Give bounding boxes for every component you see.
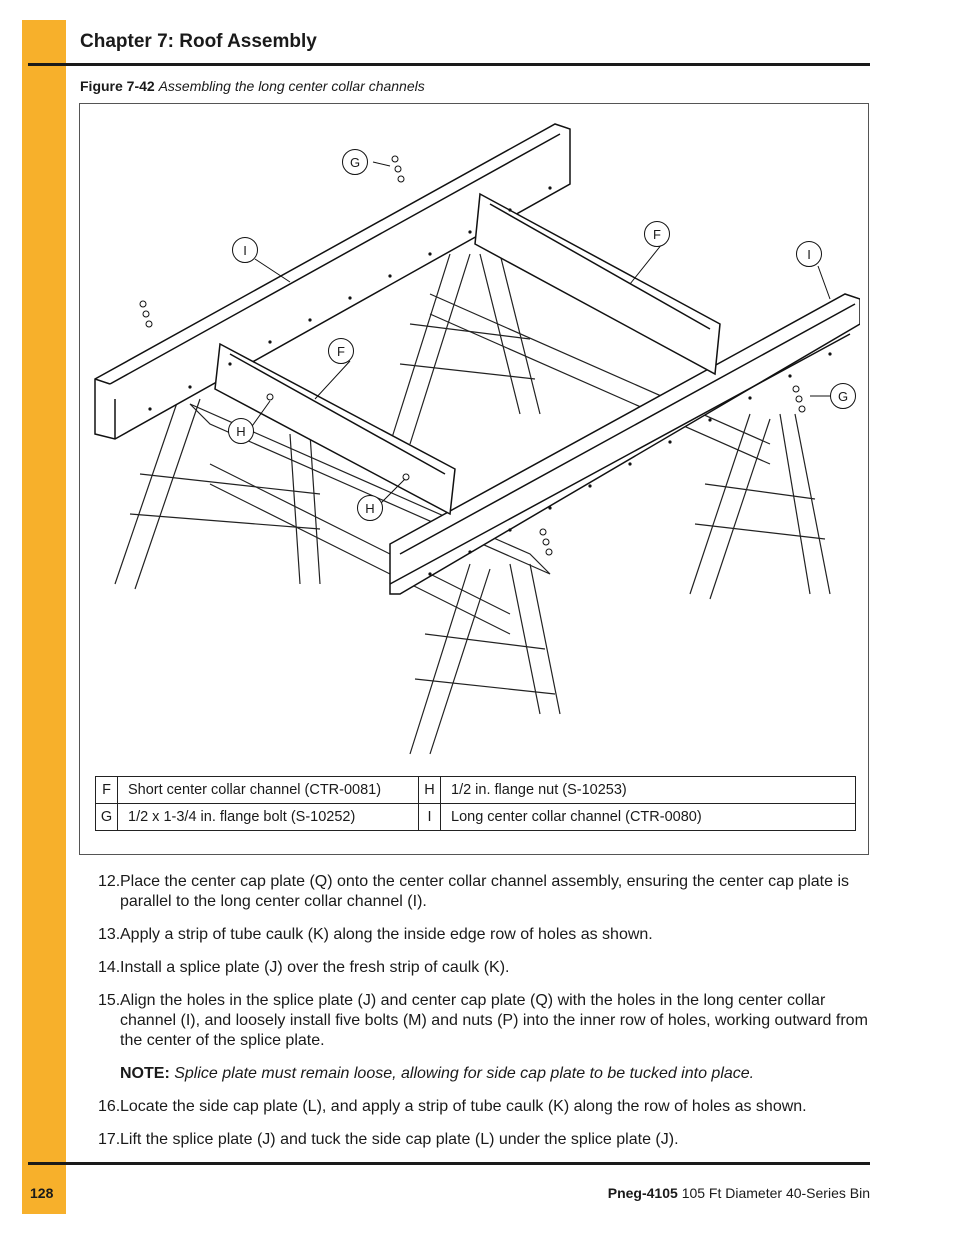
step-text: Place the center cap plate (Q) onto the center collar channel assembly, ensuring the center cap plate is parallel to the long center collar channel (I). [120,873,849,910]
callout-i-right: I [796,241,822,267]
callout-g-top: G [342,149,368,175]
step-text: Apply a strip of tube caulk (K) along the inside edge row of holes as shown. [120,926,653,943]
legend-description: Short center collar channel (CTR-0081) [118,777,419,804]
legend-key: G [96,804,118,831]
legend-key: H [419,777,441,804]
step-14 [98,958,868,978]
step-text: Locate the side cap plate (L), and apply a strip of tube caulk (K) along the row of holes as shown. [120,1098,807,1115]
chapter-color-tab [22,20,66,1214]
legend-row [96,804,856,831]
parts-legend [95,776,856,831]
doc-id: Pneg-4105 [607,1185,678,1201]
doc-title: 105 Ft Diameter 40-Series Bin [681,1185,870,1201]
footer-doc-info [608,1185,870,1201]
step-13 [98,925,868,945]
callout-f-back: F [644,221,670,247]
step-16 [98,1097,868,1117]
legend-description: 1/2 x 1-3/4 in. flange bolt (S-10252) [118,804,419,831]
note-label: NOTE: [120,1065,170,1082]
callout-h-left: H [228,418,254,444]
step-17 [98,1130,868,1150]
legend-key: F [96,777,118,804]
callout-i-left: I [232,237,258,263]
footer-rule [28,1162,870,1165]
instruction-steps [98,872,868,1163]
step-number: 14. [98,959,121,976]
step-number: 15. [98,992,121,1009]
legend-key: I [419,804,441,831]
step-number: 13. [98,926,121,943]
step-text: Lift the splice plate (J) and tuck the side cap plate (L) under the splice plate (J). [120,1131,679,1148]
chapter-title: Chapter 7: Roof Assembly [80,31,317,52]
step-15 [98,991,868,1051]
step-12 [98,872,868,912]
legend-description: Long center collar channel (CTR-0080) [441,804,856,831]
callout-f-front: F [328,338,354,364]
page-number: 128 [30,1185,54,1201]
assembly-drawing [90,114,860,764]
step-number: 12. [98,873,121,890]
callout-h-front: H [357,495,383,521]
figure-number: Figure 7-42 [80,78,155,94]
header-rule [28,63,870,66]
step-text: Install a splice plate (J) over the fresh strip of caulk (K). [120,959,510,976]
collar-channels [95,124,860,594]
legend-row [96,777,856,804]
figure-caption [80,78,425,94]
step-text: Align the holes in the splice plate (J) and center cap plate (Q) with the holes in the long center collar channel (I), and loosely install five bolts (M) and nuts (P) into the inner row of holes, working outward from the center of the splice plate. [120,992,868,1049]
note [98,1064,868,1084]
note-text: Splice plate must remain loose, allowing for side cap plate to be tucked into place. [174,1065,755,1082]
figure-title: Assembling the long center collar channels [158,78,425,94]
step-number: 16. [98,1098,121,1115]
callout-g-right: G [830,383,856,409]
figure-frame [79,103,869,855]
legend-description: 1/2 in. flange nut (S-10253) [441,777,856,804]
step-number: 17. [98,1131,121,1148]
